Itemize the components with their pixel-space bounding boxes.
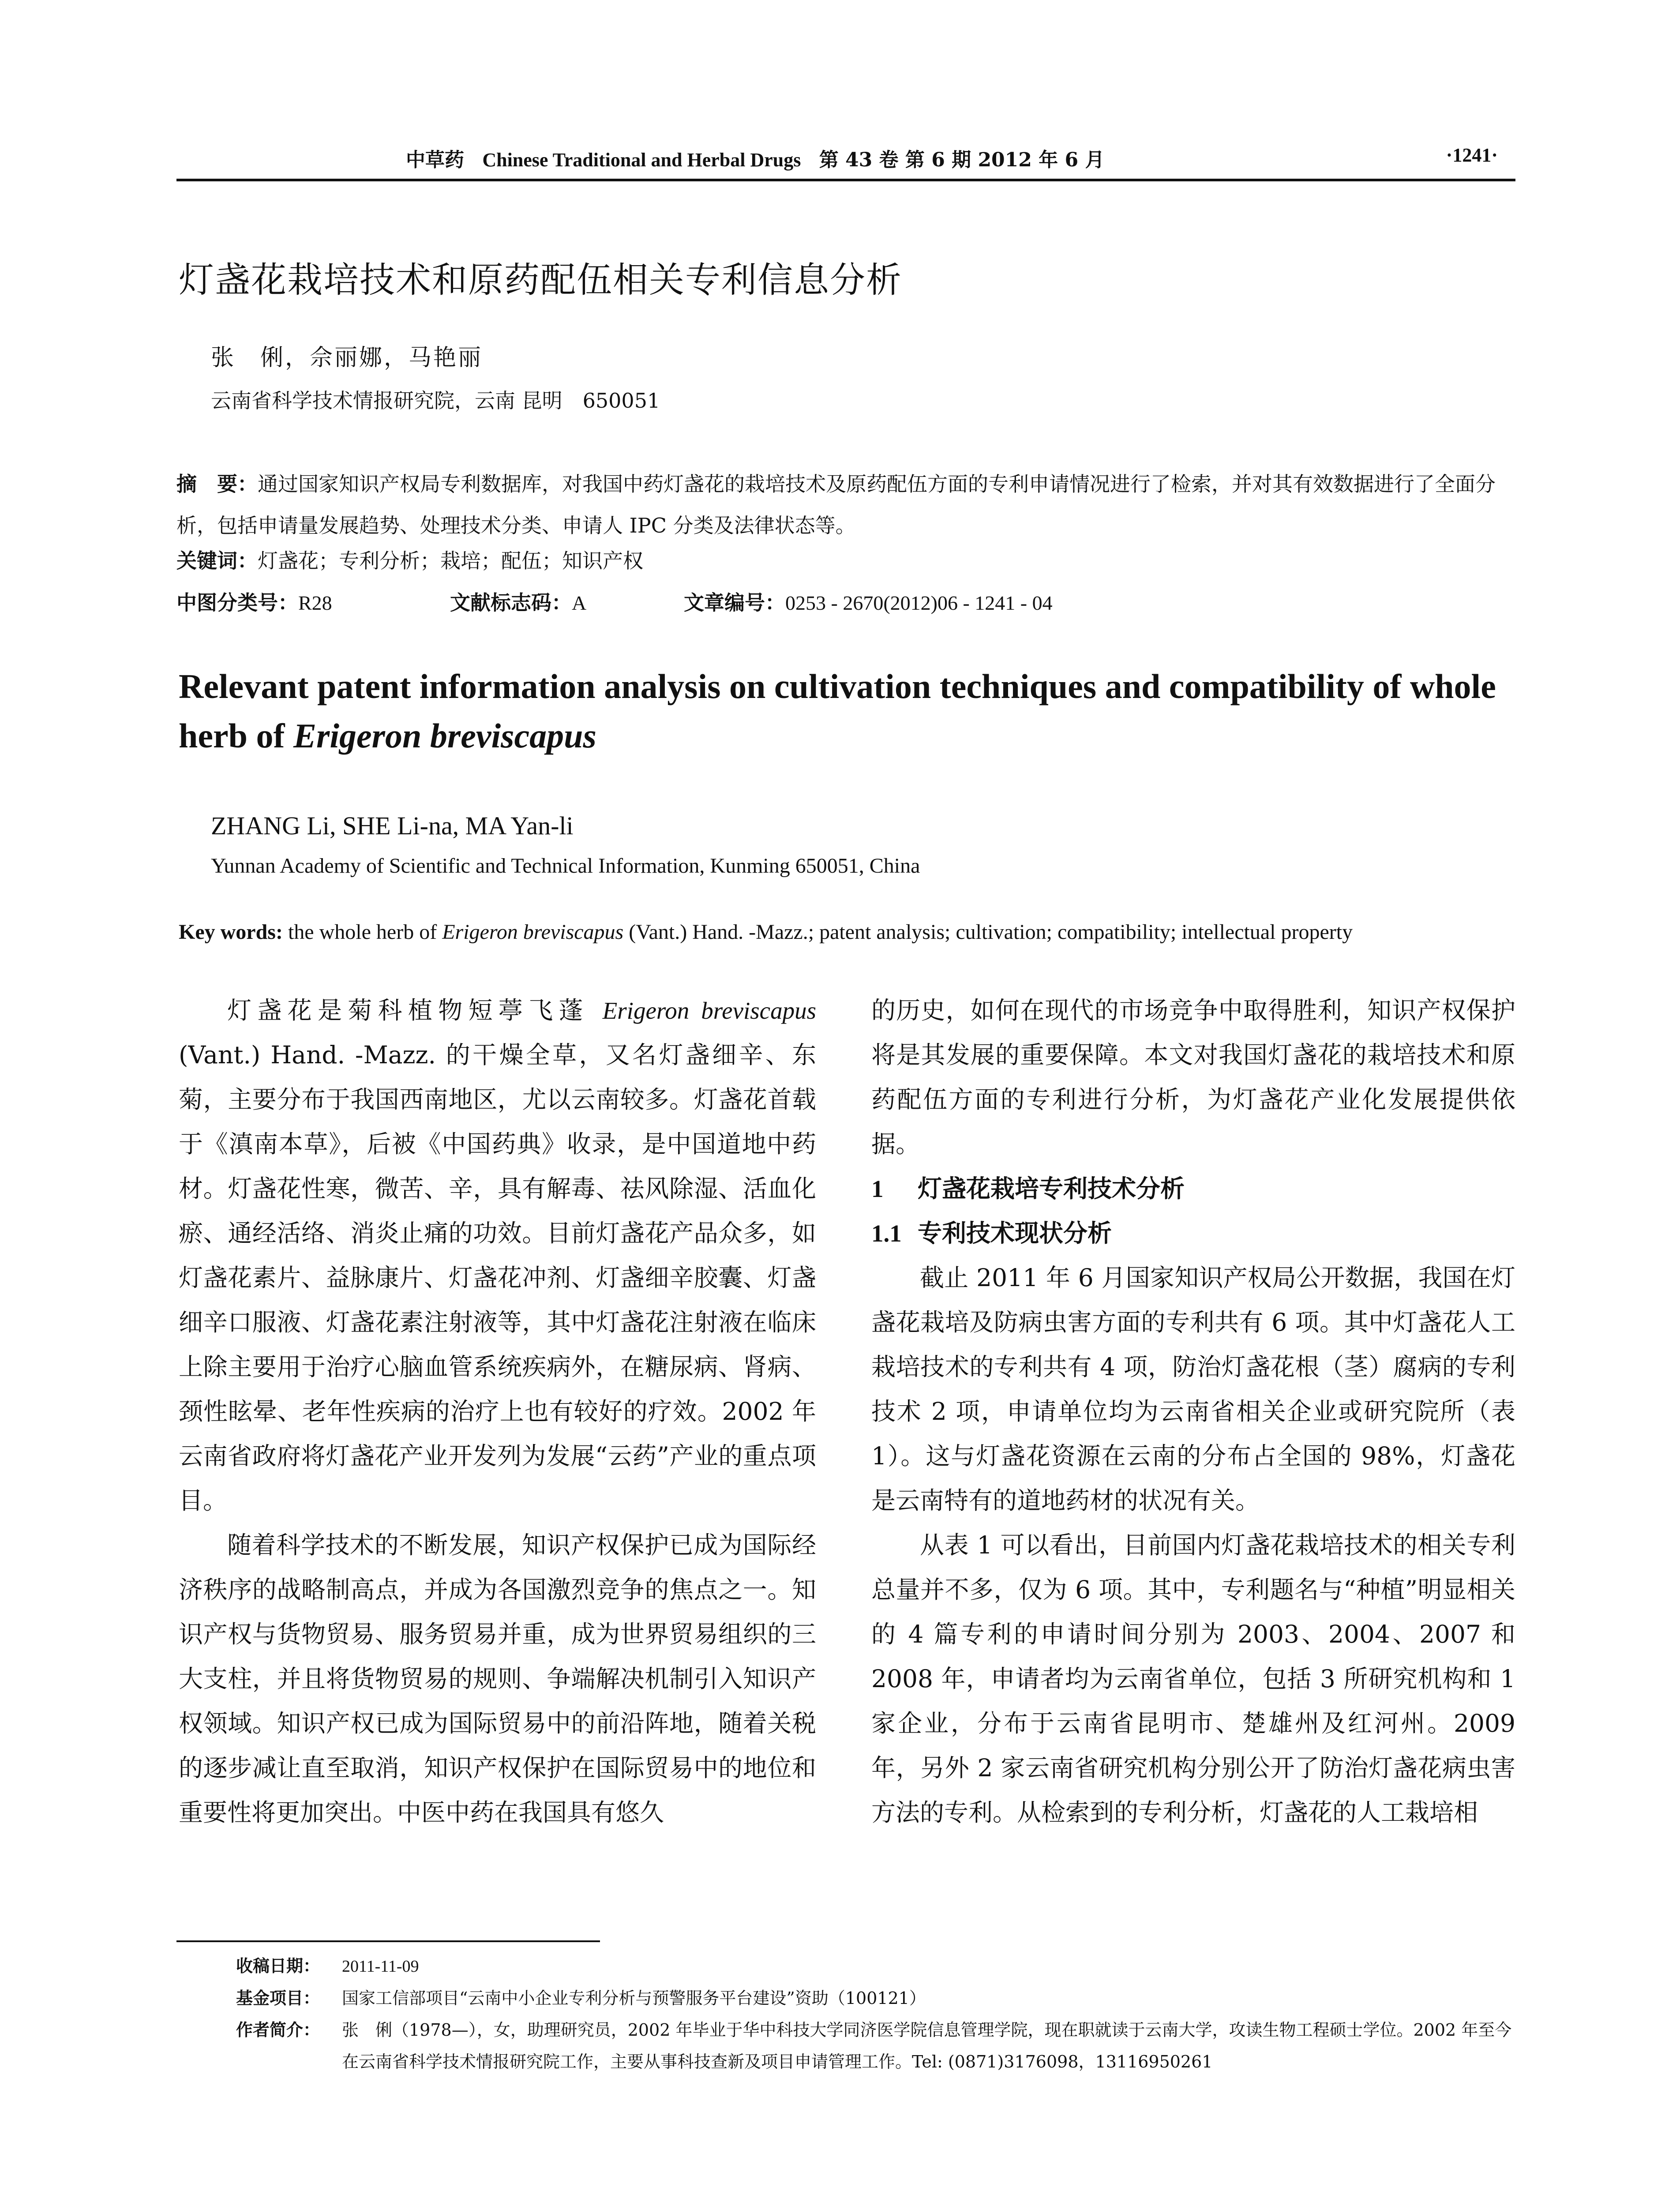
footnote-rule [176,1940,600,1942]
page-number: ·1241· [1446,144,1498,166]
section-number: 1 [871,1175,884,1202]
clc-value: R28 [298,592,332,614]
keywords-en-text-1: the whole herb of [282,920,442,944]
section-heading-1 [871,1167,1515,1211]
footnotes [236,1950,1515,2078]
article-no-label: 文章编号： [684,591,785,615]
body-paragraph: 随着科学技术的不断发展，知识产权保护已成为国际经济秩序的战略制高点，并成为各国激烈竞争的焦点之一。知识产权与货物贸易、服务贸易并重，成为世界贸易组织的三大支柱，并且将货物贸易的规则、争端解决机制引入知识产权领域。知识产权已成为国际贸易中的前沿阵地，随着关税的逐步减让直至取消，知识产权保护在国际贸易中的地位和重要性将更加突出。中医中药在我国具有悠久 [179,1531,816,1827]
issue-info: 第 43 卷 第 6 期 2012 年 6 月 [819,149,1105,171]
fund-label: 基金项目： [236,1988,320,2008]
journal-info [406,144,1116,172]
keywords-en-label: Key words: [179,920,283,944]
document-code [450,587,586,616]
authors-en: ZHANG Li, SHE Li-na, MA Yan-li [211,811,574,840]
author-bio-text: 张 俐（1978—），女，助理研究员，2002 年毕业于华中科技大学同济医学院信息管理学院，现在职就读于云南大学，攻读生物工程硕士学位。2002 年至今在云南省科学技术情报研究院工作，主要从事科技查新及项目申请管理工作。Tel: (0871)3176098，13116950261 [342,2020,1512,2071]
body-column-left [179,988,816,1835]
paper-title-en [179,662,1520,761]
doc-code-value: A [572,592,587,614]
body-paragraph-continued: 的历史，如何在现代的市场竞争中取得胜利，知识产权保护将是其发展的重要保障。本文对我国灯盏花的栽培技术和原药配伍方面的专利进行分析，为灯盏花产业化发展提供依据。 [871,996,1515,1158]
title-en-species: Erigeron breviscapus [293,717,596,755]
received-date: 2011-11-09 [342,1957,419,1976]
keywords-en-species: Erigeron breviscapus [442,920,624,944]
running-header [176,140,1515,171]
keywords-en [179,920,1353,944]
section-heading-1-1 [871,1211,1515,1256]
body-paragraph [179,988,816,1523]
para1-species: Erigeron breviscapus [602,997,816,1024]
journal-name-en: Chinese Traditional and Herbal Drugs [482,149,801,171]
article-no-value: 0253 - 2670(2012)06 - 1241 - 04 [785,592,1053,614]
abstract-label: 摘 要： [176,472,258,496]
keywords-label: 关键词： [176,549,258,573]
authors-cn: 张 俐，佘丽娜，马艳丽 [211,345,483,371]
header-rule [176,179,1515,181]
footnote-fund [236,1982,1515,2014]
keywords-cn [176,545,643,574]
subsection-number: 1.1 [871,1220,902,1247]
abstract-cn [176,463,1515,546]
para1-text-b: (Vant.) Hand. -Mazz. 的干燥全草，又名灯盏细辛、东菊，主要分布于我国西南地区，尤以云南较多。灯盏花首载于《滇南本草》，后被《中国药典》收录，是中国道地中药材。灯盏花性寒，微苦、辛，具有解毒、祛风除湿、活血化瘀、通经活络、消炎止痛的功效。目前灯盏花产品众多，如灯盏花素片、益脉康片、灯盏花冲剂、灯盏细辛胶囊、灯盏细辛口服液、灯盏花素注射液等，其中灯盏花注射液在临床上除主要用于治疗心脑血管系统疾病外，在糖尿病、肾病、颈性眩晕、老年性疾病的治疗上也有较好的疗效。2002 年云南省政府将灯盏花产业开发列为发展“云药”产业的重点项目。 [179,1041,816,1515]
received-label: 收稿日期： [236,1956,320,1976]
journal-name-cn: 中草药 [406,149,464,171]
body-paragraph: 从表 1 可以看出，目前国内灯盏花栽培技术的相关专利总量并不多，仅为 6 项。其中，专利题名与“种植”明显相关的 4 篇专利的申请时间分别为 2003、2004、2007 和 2008 年，申请者均为云南省单位，包括 3 所研究机构和 1 家企业，分布于云南省昆明市、楚雄州及红河州。2009 年，另外 2 家云南省研究机构分别公开了防治灯盏花病虫害方法的专利。从检索到的专利分析，灯盏花的人工栽培相 [871,1531,1515,1827]
abstract-text: 通过国家知识产权局专利数据库，对我国中药灯盏花的栽培技术及原药配伍方面的专利申请情况进行了检索，并对其有效数据进行了全面分析，包括申请量发展趋势、处理技术分类、申请人 IPC 分类及法律状态等。 [176,472,1496,537]
author-bio-label: 作者简介： [236,2020,320,2040]
subsection-title: 专利技术现状分析 [918,1219,1112,1247]
paper-title-cn: 灯盏花栽培技术和原药配伍相关专利信息分析 [179,259,902,300]
fund-text: 国家工信部项目“云南中小企业专利分析与预警服务平台建设”资助（100121） [342,1988,926,2008]
body-paragraph: 截止 2011 年 6 月国家知识产权局公开数据，我国在灯盏花栽培及防病虫害方面的专利共有 6 项。其中灯盏花人工栽培技术的专利共有 4 项，防治灯盏花根（茎）腐病的专利技术 2 项，申请单位均为云南省相关企业或研究院所（表 1）。这与灯盏花资源在云南的分布占全国的 98%，灯盏花是云南特有的道地药材的状况有关。 [871,1264,1515,1515]
clc-label: 中图分类号： [176,591,298,615]
keywords-text: 灯盏花；专利分析；栽培；配伍；知识产权 [258,549,643,573]
footnote-received [236,1950,1515,1982]
affiliation-cn: 云南省科学技术情报研究院，云南 昆明 650051 [211,389,660,413]
doc-code-label: 文献标志码： [450,591,572,615]
affiliation-en: Yunnan Academy of Scientific and Technical Information, Kunming 650051, China [211,854,920,878]
keywords-en-text-2: (Vant.) Hand. -Mazz.; patent analysis; cultivation; compatibility; intellectual property [623,920,1353,944]
title-en-text: Relevant patent information analysis on cultivation techniques and compatibility of whole herb of [179,667,1496,755]
footnote-author [236,2014,1515,2078]
classification-line [176,587,1515,613]
clc-number [176,587,332,616]
section-title: 灯盏花栽培专利技术分析 [918,1174,1185,1203]
body-column-right [871,988,1515,1835]
article-number [684,587,1053,616]
para1-text-a: 灯盏花是菊科植物短葶飞蓬 [227,996,589,1024]
